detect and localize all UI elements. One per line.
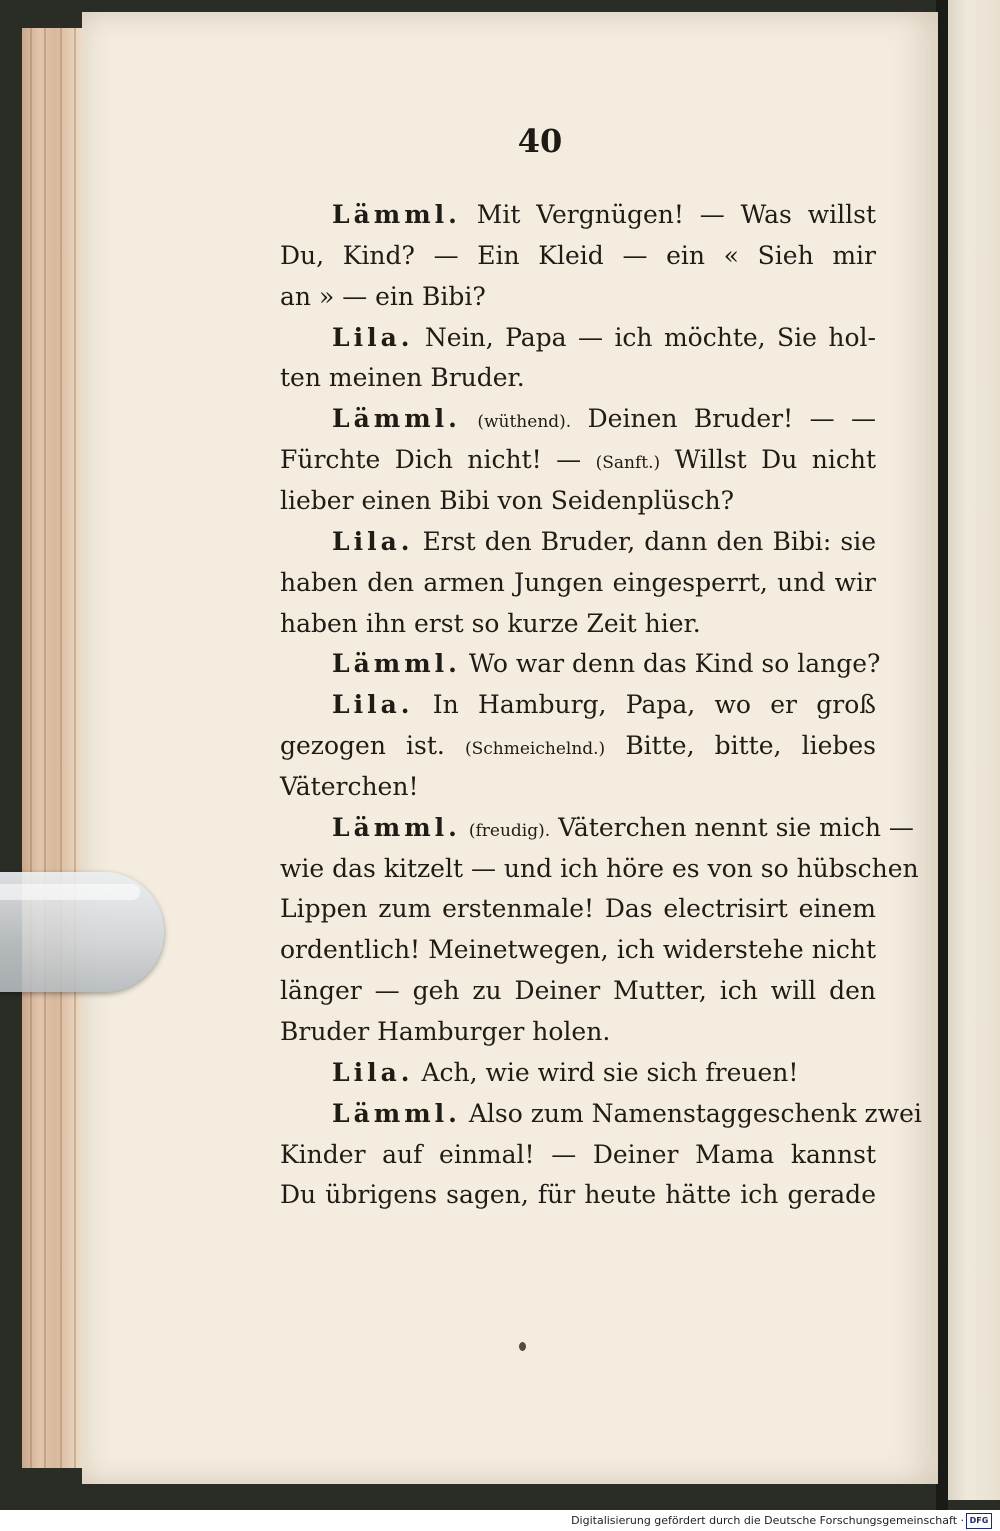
dialogue-text: ten meinen Bruder. <box>280 363 525 392</box>
stage-direction: (freudig). <box>468 821 551 841</box>
text-line <box>280 725 876 767</box>
text-line <box>280 235 876 277</box>
text-line <box>280 1011 876 1053</box>
speaker-name: Lämml. <box>332 649 461 678</box>
text-line <box>332 807 914 849</box>
stage-direction: (Sanft.) <box>595 453 661 473</box>
funding-credit: Digitalisierung gefördert durch die Deutsche Forschungsgemeinschaft · <box>571 1514 964 1527</box>
dialogue-text: Mit Vergnügen! — Was willst <box>476 200 876 229</box>
dfg-logo: DFG <box>966 1513 992 1529</box>
dialogue-text: Erst den Bruder, dann den Bibi: sie <box>422 527 876 556</box>
text-line <box>280 888 876 930</box>
dialogue-text: Lippen zum erstenmale! Das electrisirt einem <box>280 894 876 923</box>
text-line <box>280 276 876 318</box>
text-line <box>332 1052 876 1094</box>
dialogue-text: lieber einen Bibi von Seidenplüsch? <box>280 486 735 515</box>
dialogue-text: Wo war denn das Kind so lange? <box>468 649 881 678</box>
dialogue-text: Fürchte Dich nicht! — <box>280 445 582 474</box>
speaker-name: Lämml. <box>332 1099 461 1128</box>
text-line <box>332 643 881 685</box>
speaker-name: Lila. <box>332 1058 414 1087</box>
speaker-name: Lila. <box>332 323 414 352</box>
dialogue-text: Väterchen! <box>280 772 419 801</box>
dialogue-text: haben ihn erst so kurze Zeit hier. <box>280 609 701 638</box>
text-line <box>280 439 876 481</box>
dialogue-text: Ach, wie wird sie sich freuen! <box>421 1058 799 1087</box>
dialogue-text: Du übrigens sagen, für heute hätte ich gerade <box>280 1180 876 1209</box>
text-line <box>332 684 876 726</box>
text-line <box>332 398 876 440</box>
text-line <box>332 194 876 236</box>
dialogue-text: Also zum Namenstaggeschenk zwei <box>468 1099 922 1128</box>
text-line <box>280 480 876 522</box>
text-line <box>280 603 876 645</box>
dialogue-text: Kinder auf einmal! — Deiner Mama kannst <box>280 1140 876 1169</box>
stage-direction: (wüthend). <box>477 412 572 432</box>
text-line <box>332 521 876 563</box>
page-stack-edge <box>22 28 82 1468</box>
dialogue-text: Deinen Bruder! — — <box>587 404 877 433</box>
text-line <box>332 317 876 359</box>
text-line <box>280 1174 876 1216</box>
dialogue-text: haben den armen Jungen eingesperrt, und wir <box>280 568 876 597</box>
dialogue-text: Willst Du nicht <box>674 445 876 474</box>
dialogue-text: Nein, Papa — ich möchte, Sie hol- <box>424 323 876 352</box>
next-page-edge <box>946 0 1000 1500</box>
text-line <box>332 1093 922 1135</box>
speaker-name: Lämml. <box>332 200 461 229</box>
dialogue-text: In Hamburg, Papa, wo er groß <box>432 690 876 719</box>
ink-spot <box>519 1342 526 1351</box>
text-line <box>280 848 919 890</box>
text-line <box>280 970 876 1012</box>
dialogue-text: Du, Kind? — Ein Kleid — ein « Sieh mir <box>280 241 876 270</box>
page-number: 40 <box>517 122 563 160</box>
dialogue-text: wie das kitzelt — und ich höre es von so hübschen <box>280 854 919 883</box>
dialogue-text: ordentlich! Meinetwegen, ich widerstehe nicht <box>280 935 876 964</box>
stage-direction: (Schmeichelnd.) <box>464 739 606 759</box>
text-line <box>280 357 876 399</box>
dialogue-text: gezogen ist. <box>280 731 445 760</box>
speaker-name: Lila. <box>332 527 414 556</box>
dialogue-text: länger — geh zu Deiner Mutter, ich will den <box>280 976 876 1005</box>
speaker-name: Lämml. <box>332 404 461 433</box>
dialogue-text: Väterchen nennt sie mich — <box>558 813 914 842</box>
dialogue-text: Bitte, bitte, liebes <box>625 731 876 760</box>
speaker-name: Lämml. <box>332 813 461 842</box>
plastic-page-clip <box>0 872 164 992</box>
dialogue-text: Bruder Hamburger holen. <box>280 1017 611 1046</box>
speaker-name: Lila. <box>332 690 414 719</box>
text-line <box>280 562 876 604</box>
dialogue-text: an » — ein Bibi? <box>280 282 486 311</box>
text-line <box>280 1134 876 1176</box>
text-line <box>280 766 876 808</box>
text-line <box>280 929 876 971</box>
